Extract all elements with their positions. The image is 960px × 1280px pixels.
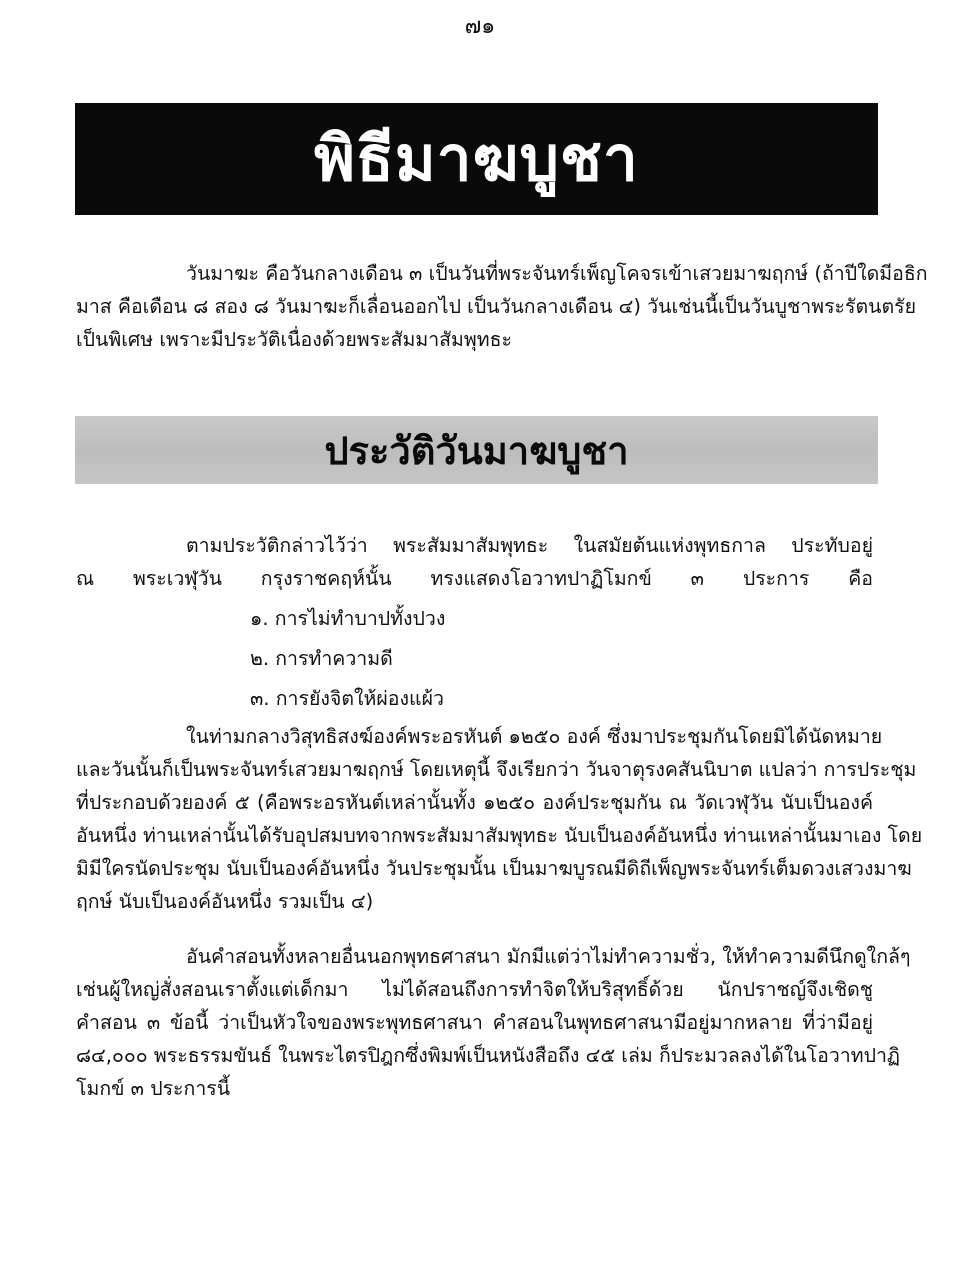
intro-paragraph xyxy=(76,257,928,356)
history-line: ตามประวัติกล่าวไว้ว่า พระสัมมาสัมพุทธะ ในสมัยต้นแห่งพุทธกาล ประทับอยู่ xyxy=(186,534,873,557)
teaching-line: คำสอน ๓ ข้อนี้ ว่าเป็นหัวใจของพระพุทธศาสนา คำสอนในพุทธศาสนามีอยู่มากหลาย ที่ว่ามีอยู่ xyxy=(76,1011,873,1034)
assembly-line: และวันนั้นก็เป็นพระจันทร์เสวยมาฆฤกษ์ โดยเหตุนี้ จึงเรียกว่า วันจาตุรงคสันนิบาต แปลว่า การประชุม xyxy=(76,758,917,781)
principle-item: ๑. การไม่ทำบาปทั้งปวง xyxy=(250,607,446,630)
principle-item: ๒. การทำความดี xyxy=(250,647,393,670)
history-line: ณ พระเวฬุวัน กรุงราชคฤห์นั้น ทรงแสดงโอวาทปาฏิโมกข์ ๓ ประการ คือ xyxy=(76,567,873,590)
section-title: ประวัติวันมาฆบูชา xyxy=(324,428,629,473)
assembly-line: อันหนึ่ง ท่านเหล่านั้นได้รับอุปสมบทจากพระสัมมาสัมพุทธะ นับเป็นองค์อันหนึ่ง ท่านเหล่านั้นมาเอง โดย xyxy=(76,824,923,847)
assembly-line: มิมีใครนัดประชุม นับเป็นองค์อันหนึ่ง วันประชุมนั้น เป็นมาฆบูรณมีดิถีเพ็ญพระจันทร์เต็มดวงเสวงมาฆ xyxy=(76,857,912,880)
intro-line: วันมาฆะ คือวันกลางเดือน ๓ เป็นวันที่พระจันทร์เพ็ญโคจรเข้าเสวยมาฆฤกษ์ (ถ้าปีใดมีอธิก xyxy=(186,262,928,285)
title-banner xyxy=(75,103,878,215)
assembly-line: ในท่ามกลางวิสุทธิสงฆ์องค์พระอรหันต์ ๑๒๕๐ องค์ ซึ่งมาประชุมกันโดยมิได้นัดหมาย xyxy=(186,725,883,748)
assembly-paragraph xyxy=(76,720,923,918)
assembly-line: ที่ประกอบด้วยองค์ ๕ (คือพระอรหันต์เหล่านั้นทั้ง ๑๒๕๐ องค์ประชุมกัน ณ วัดเวฬุวัน นับเป็นองค์ xyxy=(76,791,873,814)
teaching-paragraph xyxy=(76,940,911,1105)
assembly-line: ฤกษ์ นับเป็นองค์อันหนึ่ง รวมเป็น ๔) xyxy=(76,890,374,913)
teaching-line: โมกข์ ๓ ประการนี้ xyxy=(76,1077,231,1100)
intro-line: มาส คือเดือน ๘ สอง ๘ วันมาฆะก็เลื่อนออกไป เป็นวันกลางเดือน ๔) วันเช่นนี้เป็นวันบูชาพระรัตนตรัย xyxy=(76,295,917,318)
intro-line: เป็นพิเศษ เพราะมีประวัติเนื่องด้วยพระสัมมาสัมพุทธะ xyxy=(76,328,512,351)
page-title: พิธีมาฆบูชา xyxy=(314,122,639,195)
history-paragraph xyxy=(76,529,873,595)
teaching-line: ๘๔,๐๐๐ พระธรรมขันธ์ ในพระไตรปิฎกซึ่งพิมพ์เป็นหนังสือถึง ๔๕ เล่ม ก็ประมวลลงได้ในโอวาทปาฏิ xyxy=(76,1044,900,1067)
principle-item: ๓. การยังจิตให้ผ่องแผ้ว xyxy=(250,687,444,710)
teaching-line: อันคำสอนทั้งหลายอื่นนอกพุทธศาสนา มักมีแต่ว่าไม่ทำความชั่ว, ให้ทำความดีนึกดูใกล้ๆ xyxy=(186,945,911,968)
teaching-line: เช่นผู้ใหญ่สั่งสอนเราตั้งแต่เด็กมา ไม่ได้สอนถึงการทำจิตให้บริสุทธิ์ด้วย นักปราชญ์จึงเชิดชู xyxy=(76,978,873,1001)
page-number: ๗๑ xyxy=(464,14,496,39)
section-banner xyxy=(75,416,878,484)
